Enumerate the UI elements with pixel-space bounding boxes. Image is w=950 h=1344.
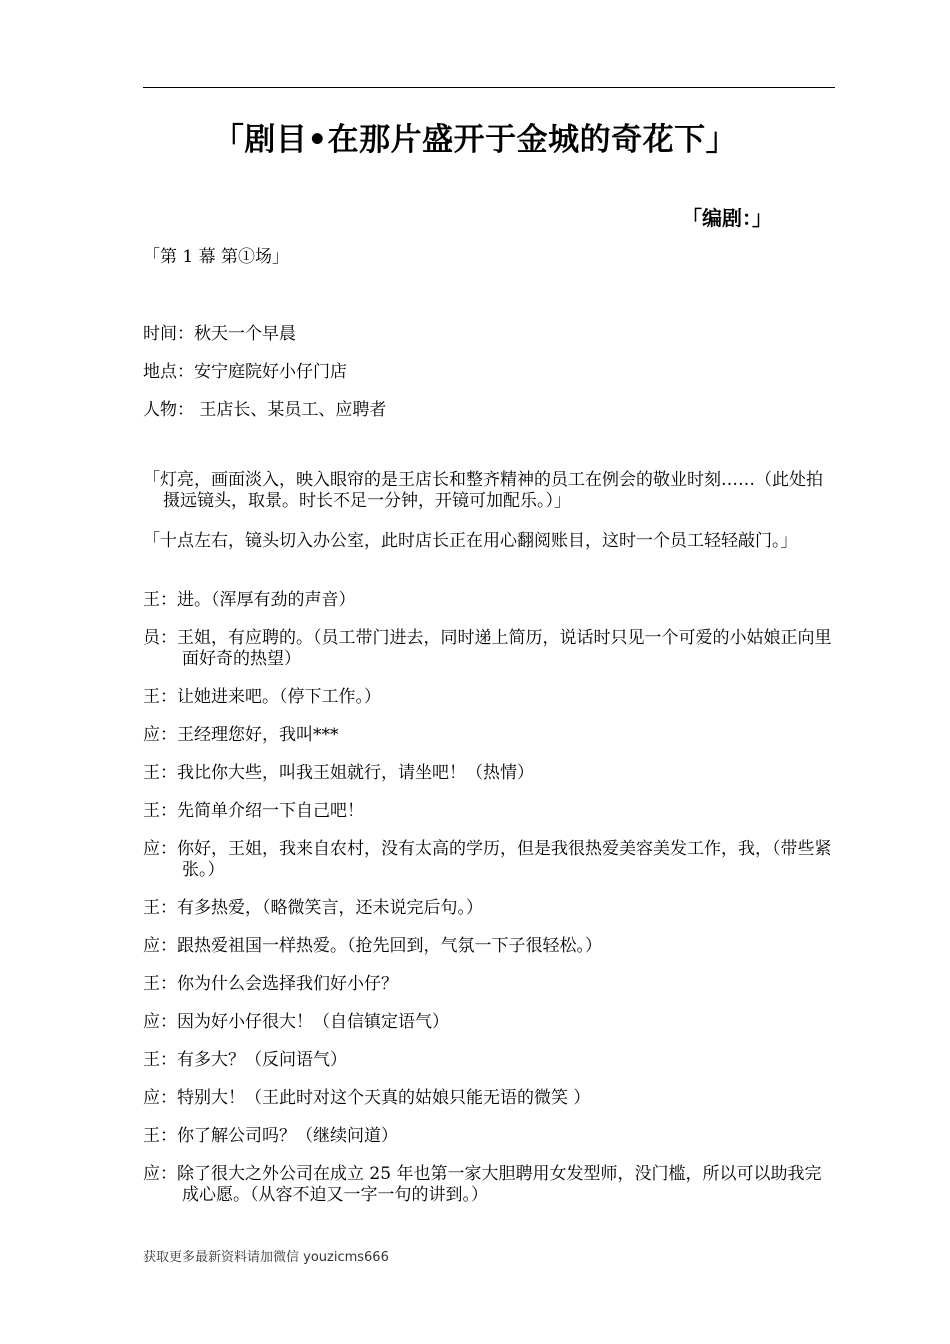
author-line: 「编剧：」 — [682, 206, 772, 230]
info-time: 时间：秋天一个早晨 — [143, 324, 296, 344]
dialogue-line: 王：进。（浑厚有劲的声音） — [143, 590, 356, 610]
dialogue-line: 王：你为什么会选择我们好小仔？ — [143, 974, 398, 994]
dialogue-line: 王：有多大？（反问语气） — [143, 1050, 347, 1070]
dialogue-line: 应：跟热爱祖国一样热爱。（抢先回到，气氛一下子很轻松。） — [143, 936, 602, 956]
dialogue-line: 王：你了解公司吗？（继续问道） — [143, 1126, 398, 1146]
footer-note: 获取更多最新资料请加微信 youzicms666 — [143, 1250, 389, 1265]
scene-heading: 「第 1 幕 第①场」 — [143, 247, 290, 267]
dialogue-line: 王：有多热爱，（略微笑言，还未说完后句。） — [143, 898, 483, 918]
dialogue-line: 应：王经理您好，我叫*** — [143, 725, 339, 745]
dialogue-line: 应：除了很大之外公司在成立 25 年也第一家大胆聘用女发型师，没门槛，所以可以助我完成心愿。（从容不迫又一字一句的讲到。） — [143, 1164, 822, 1205]
dialogue-line: 员：王姐，有应聘的。（员工带门进去，同时递上简历，说话时只见一个可爱的小姑娘正向里面好奇的热望） — [143, 628, 832, 669]
stage-direction: 「灯亮，画面淡入，映入眼帘的是王店长和整齐精神的员工在例会的敬业时刻……（此处拍摄远镜头，取景。时长不足一分钟，开镜可加配乐。）」 — [143, 470, 823, 511]
info-characters: 人物： 王店长、某员工、应聘者 — [143, 400, 387, 420]
page-title: 「剧目•在那片盛开于金城的奇花下」 — [212, 122, 738, 158]
dialogue-line: 王：我比你大些，叫我王姐就行，请坐吧！（热情） — [143, 763, 534, 783]
dialogue-line: 应：你好，王姐，我来自农村，没有太高的学历，但是我很热爱美容美发工作，我，（带些紧张。） — [143, 839, 832, 880]
info-place: 地点：安宁庭院好小仔门店 — [143, 362, 347, 382]
dialogue-line: 王：先简单介绍一下自己吧！ — [143, 801, 364, 821]
dialogue-line: 应：特别大！（王此时对这个天真的姑娘只能无语的微笑 ） — [143, 1088, 591, 1108]
dialogue-line: 应：因为好小仔很大！（自信镇定语气） — [143, 1012, 449, 1032]
header-rule — [143, 87, 835, 88]
dialogue-line: 王：让她进来吧。（停下工作。） — [143, 687, 381, 707]
stage-direction: 「十点左右，镜头切入办公室，此时店长正在用心翻阅账目，这时一个员工轻轻敲门。」 — [143, 531, 798, 551]
